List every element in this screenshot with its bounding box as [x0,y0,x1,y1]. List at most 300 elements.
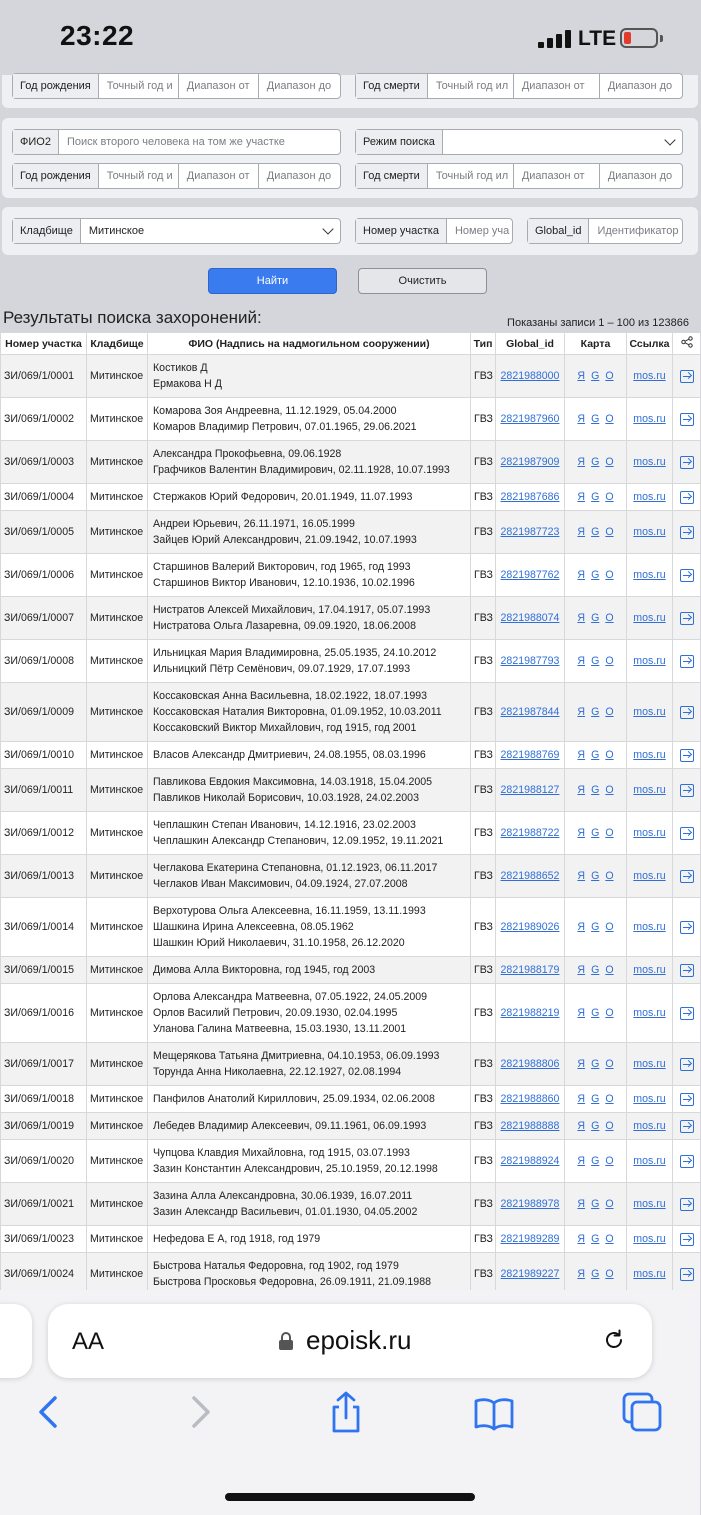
mos-ru-link[interactable]: mos.ru [633,706,666,718]
map-links-cell [565,769,627,812]
burial-type: ГВЗ [471,898,496,957]
google-map-link[interactable]: G [591,1198,600,1210]
find-button[interactable]: Найти [208,268,337,294]
table-row [1,511,701,554]
cemetery-name: Митинское [87,855,148,898]
google-map-link[interactable]: G [591,1007,600,1019]
birth-year-to-input-2[interactable]: Диапазон до [266,170,332,182]
osm-map-link[interactable]: О [605,706,614,718]
osm-map-link[interactable]: О [605,526,614,538]
google-map-link[interactable]: G [591,1120,600,1132]
clear-button[interactable]: Очистить [358,268,487,294]
osm-map-link[interactable]: О [605,1058,614,1070]
open-record-cell [673,1183,701,1226]
open-record-cell [673,398,701,441]
global-id-link[interactable]: 2821988860 [500,1093,560,1105]
mos-ru-link[interactable]: mos.ru [633,964,666,976]
global-id-link[interactable]: 2821987960 [500,413,560,425]
google-map-link[interactable]: G [591,706,600,718]
open-record-cell [673,742,701,769]
previous-tab-card[interactable] [0,1304,32,1378]
google-map-link[interactable]: G [591,1093,600,1105]
google-map-link[interactable]: G [591,1155,600,1167]
col-header-global-id: Global_id [496,333,565,355]
fio2-input[interactable]: Поиск второго человека на том же участке [66,136,285,148]
open-record-cell [673,597,701,640]
open-record-icon[interactable] [680,1007,694,1020]
yandex-map-link[interactable]: Я [577,749,586,761]
yandex-map-link[interactable]: Я [577,413,586,425]
google-map-link[interactable]: G [591,569,600,581]
birth-year-to-input[interactable]: Диапазон до [266,80,332,92]
osm-map-link[interactable]: О [605,1007,614,1019]
google-map-link[interactable]: G [591,413,600,425]
burial-type: ГВЗ [471,597,496,640]
mos-ru-link[interactable]: mos.ru [633,1268,666,1280]
mos-ru-link[interactable]: mos.ru [633,784,666,796]
birth-year-from-input[interactable]: Диапазон от [179,74,259,98]
mos-ru-link[interactable]: mos.ru [633,526,666,538]
mos-ru-link[interactable]: mos.ru [633,827,666,839]
global-id-link[interactable]: 2821988924 [500,1155,560,1167]
yandex-map-link[interactable]: Я [577,1120,586,1132]
google-map-link[interactable]: G [591,749,600,761]
birth-year-from-input-2[interactable]: Диапазон от [179,164,259,188]
external-link-cell [627,398,673,441]
osm-map-link[interactable]: О [605,921,614,933]
mos-ru-link[interactable]: mos.ru [633,1155,666,1167]
yandex-map-link[interactable]: Я [577,964,586,976]
google-map-link[interactable]: G [591,1268,600,1280]
birth-year-exact-input-2[interactable]: Точный год и [99,164,179,188]
global-id-cell [496,1043,565,1086]
external-link-cell [627,1183,673,1226]
map-links-cell [565,1043,627,1086]
map-links-cell [565,441,627,484]
cemetery-name: Митинское [87,355,148,398]
global-id-link[interactable]: 2821987793 [500,655,560,667]
mos-ru-link[interactable]: mos.ru [633,1007,666,1019]
google-map-link[interactable]: G [591,612,600,624]
cemetery-name: Митинское [87,597,148,640]
yandex-map-link[interactable]: Я [577,1268,586,1280]
cemetery-name: Митинское [87,984,148,1043]
cemetery-value: Митинское [88,225,145,237]
map-links-cell [565,1086,627,1113]
mos-ru-link[interactable]: mos.ru [633,569,666,581]
battery-icon [620,28,658,48]
open-record-icon[interactable] [680,827,694,840]
google-map-link[interactable]: G [591,491,600,503]
yandex-map-link[interactable]: Я [577,1007,586,1019]
forward-icon[interactable] [178,1390,222,1434]
open-record-icon[interactable] [680,569,694,582]
table-header-row [1,333,701,355]
open-record-icon[interactable] [680,706,694,719]
fio-line: Чеглаков Иван Максимович, 04.09.1924, 27.07.2008 [153,878,408,890]
open-record-icon[interactable] [680,749,694,762]
plot-number: ЗИ/069/1/0006 [1,554,87,597]
map-links-cell [565,683,627,742]
yandex-map-link[interactable]: Я [577,655,586,667]
global-id-cell [496,1113,565,1140]
fio-line: Быстрова Просковья Федоровна, 26.09.1911, 21.09.1988 [153,1276,431,1288]
cemetery-name: Митинское [87,484,148,511]
global-id-link[interactable]: 2821987909 [500,456,560,468]
google-map-link[interactable]: G [591,870,600,882]
cemetery-select[interactable] [81,219,340,243]
global-id-cell [496,441,565,484]
open-record-cell [673,484,701,511]
yandex-map-link[interactable]: Я [577,921,586,933]
yandex-map-link[interactable]: Я [577,612,586,624]
table-row [1,1140,701,1183]
google-map-link[interactable]: G [591,964,600,976]
address-bar[interactable] [48,1304,652,1378]
fio-line: Зазин Константин Александрович, 25.10.1959, 20.12.1998 [153,1163,438,1175]
plot-number: ЗИ/069/1/0001 [1,355,87,398]
yandex-map-link[interactable]: Я [577,370,586,382]
external-link-cell [627,1113,673,1140]
external-link-cell [627,1226,673,1253]
external-link-cell [627,597,673,640]
osm-map-link[interactable]: О [605,1198,614,1210]
osm-map-link[interactable]: О [605,1120,614,1132]
burial-type: ГВЗ [471,1183,496,1226]
death-year-to-input-2[interactable]: Диапазон до [607,170,673,182]
fio-cell [148,855,471,898]
birth-year-exact-input[interactable]: Точный год и [99,74,179,98]
burial-type: ГВЗ [471,640,496,683]
external-link-cell [627,812,673,855]
death-year-from-input-2[interactable]: Диапазон от [514,164,600,188]
fio-line: Нефедова Е А, год 1918, год 1979 [153,1233,321,1245]
plot-number: ЗИ/069/1/0003 [1,441,87,484]
death-year-from-input[interactable]: Диапазон от [514,74,600,98]
cemetery-name: Митинское [87,1086,148,1113]
global-id-link[interactable]: 2821988978 [500,1198,560,1210]
open-record-cell [673,355,701,398]
plot-number: ЗИ/069/1/0014 [1,898,87,957]
burial-type: ГВЗ [471,1226,496,1253]
open-record-icon[interactable] [680,1233,694,1246]
cemetery-name: Митинское [87,554,148,597]
global-id-link[interactable]: 2821988219 [500,1007,560,1019]
osm-map-link[interactable]: О [605,827,614,839]
external-link-cell [627,984,673,1043]
global-id-link[interactable]: 2821988074 [500,612,560,624]
map-links-cell [565,355,627,398]
burial-type: ГВЗ [471,1113,496,1140]
osm-map-link[interactable]: О [605,749,614,761]
mos-ru-link[interactable]: mos.ru [633,921,666,933]
global-id-link[interactable]: 2821987723 [500,526,560,538]
osm-map-link[interactable]: О [605,456,614,468]
open-record-icon[interactable] [680,964,694,977]
mos-ru-link[interactable]: mos.ru [633,370,666,382]
global-id-input[interactable]: Идентификатор [597,225,679,237]
fio-line: Нистратов Алексей Михайлович, 17.04.1917, 05.07.1993 [153,604,431,616]
fio-line: Чеплашкин Александр Степанович, 12.09.1952, 19.11.2021 [153,835,444,847]
col-header-fio: ФИО (Надпись на надмогильном сооружении) [148,333,471,355]
lock-icon [279,1332,293,1350]
open-record-icon[interactable] [680,870,694,883]
fio-line: Власов Александр Дмитриевич, 24.08.1955, 08.03.1996 [153,749,426,761]
fio-cell [148,683,471,742]
burial-type: ГВЗ [471,398,496,441]
open-record-icon[interactable] [680,456,694,469]
plot-number: ЗИ/069/1/0002 [1,398,87,441]
global-id-link[interactable]: 2821988000 [500,370,560,382]
cemetery-group [12,218,341,244]
open-record-icon[interactable] [680,1120,694,1133]
open-record-icon[interactable] [680,370,694,383]
open-record-icon[interactable] [680,655,694,668]
global-id-cell [496,683,565,742]
share-icon[interactable] [673,333,701,355]
global-id-link[interactable]: 2821988652 [500,870,560,882]
yandex-map-link[interactable]: Я [577,1058,586,1070]
results-title: Результаты поиска захоронений: [3,308,262,327]
table-row [1,855,701,898]
google-map-link[interactable]: G [591,1233,600,1245]
share-sheet-icon[interactable] [324,1390,368,1434]
osm-map-link[interactable]: О [605,1093,614,1105]
yandex-map-link[interactable]: Я [577,526,586,538]
burial-type: ГВЗ [471,812,496,855]
open-record-icon[interactable] [680,1058,694,1071]
open-record-cell [673,1086,701,1113]
yandex-map-link[interactable]: Я [577,491,586,503]
mos-ru-link[interactable]: mos.ru [633,413,666,425]
chevron-down-icon [322,223,333,234]
global-id-cell [496,957,565,984]
global-id-link[interactable]: 2821988769 [500,749,560,761]
osm-map-link[interactable]: О [605,370,614,382]
fio-cell [148,484,471,511]
burial-type: ГВЗ [471,554,496,597]
yandex-map-link[interactable]: Я [577,1093,586,1105]
external-link-cell [627,769,673,812]
osm-map-link[interactable]: О [605,1233,614,1245]
google-map-link[interactable]: G [591,655,600,667]
plot-input[interactable]: Номер уча [454,225,510,237]
fio-line: Зазин Александр Васильевич, 01.01.1930, 04.05.2002 [153,1206,418,1218]
mos-ru-link[interactable]: mos.ru [633,1233,666,1245]
osm-map-link[interactable]: О [605,612,614,624]
plot-number: ЗИ/069/1/0007 [1,597,87,640]
osm-map-link[interactable]: О [605,870,614,882]
google-map-link[interactable]: G [591,921,600,933]
cemetery-name: Митинское [87,398,148,441]
open-record-icon[interactable] [680,612,694,625]
google-map-link[interactable]: G [591,827,600,839]
map-links-cell [565,1113,627,1140]
burial-type: ГВЗ [471,769,496,812]
bookmarks-icon[interactable] [472,1390,516,1434]
mos-ru-link[interactable]: mos.ru [633,1120,666,1132]
open-record-icon[interactable] [680,491,694,504]
cemetery-name: Митинское [87,683,148,742]
google-map-link[interactable]: G [591,456,600,468]
burial-type: ГВЗ [471,957,496,984]
map-links-cell [565,1183,627,1226]
osm-map-link[interactable]: О [605,964,614,976]
global-id-cell [496,597,565,640]
fio-cell [148,1043,471,1086]
global-id-link[interactable]: 2821988888 [500,1120,560,1132]
death-year-exact-input-2[interactable]: Точный год ил [428,164,514,188]
cemetery-name: Митинское [87,1183,148,1226]
search-mode-select[interactable] [443,130,682,154]
google-map-link[interactable]: G [591,370,600,382]
burial-type: ГВЗ [471,855,496,898]
open-record-icon[interactable] [680,1155,694,1168]
yandex-map-link[interactable]: Я [577,784,586,796]
table-row [1,398,701,441]
yandex-map-link[interactable]: Я [577,1155,586,1167]
global-id-link[interactable]: 2821989289 [500,1233,560,1245]
table-row [1,1226,701,1253]
open-record-icon[interactable] [680,413,694,426]
external-link-cell [627,742,673,769]
open-record-icon[interactable] [680,1268,694,1281]
open-record-icon[interactable] [680,921,694,934]
death-year-label-2: Год смерти [356,164,428,188]
plot-number: ЗИ/069/1/0019 [1,1113,87,1140]
global-id-group [527,218,683,244]
plot-number: ЗИ/069/1/0023 [1,1226,87,1253]
back-icon[interactable] [27,1390,71,1434]
mos-ru-link[interactable]: mos.ru [633,456,666,468]
cemetery-name: Митинское [87,1140,148,1183]
cemetery-name: Митинское [87,640,148,683]
yandex-map-link[interactable]: Я [577,827,586,839]
osm-map-link[interactable]: О [605,413,614,425]
plot-number: ЗИ/069/1/0012 [1,812,87,855]
text-size-button[interactable] [72,1328,104,1356]
google-map-link[interactable]: G [591,526,600,538]
osm-map-link[interactable]: О [605,1155,614,1167]
plot-label: Номер участка [356,219,447,243]
yandex-map-link[interactable]: Я [577,1233,586,1245]
filter-panel-second-person [2,118,698,198]
global-id-link[interactable]: 2821988179 [500,964,560,976]
fio-cell [148,812,471,855]
open-record-cell [673,984,701,1043]
birth-year-label: Год рождения [13,74,99,98]
plot-number: ЗИ/069/1/0021 [1,1183,87,1226]
fio2-group [12,129,341,155]
burial-type: ГВЗ [471,1140,496,1183]
global-id-cell [496,355,565,398]
death-year-exact-input[interactable]: Точный год ил [428,74,514,98]
osm-map-link[interactable]: О [605,655,614,667]
osm-map-link[interactable]: О [605,569,614,581]
mos-ru-link[interactable]: mos.ru [633,491,666,503]
chevron-down-icon [664,134,675,145]
plot-number: ЗИ/069/1/0008 [1,640,87,683]
burial-type: ГВЗ [471,742,496,769]
filter-panel-primary [2,75,698,108]
cemetery-name: Митинское [87,742,148,769]
osm-map-link[interactable]: О [605,1268,614,1280]
fio-cell [148,769,471,812]
mos-ru-link[interactable]: mos.ru [633,655,666,667]
map-links-cell [565,812,627,855]
fio2-label: ФИО2 [13,130,59,154]
fio-line: Верхотурова Ольга Алексеевна, 16.11.1959, 13.11.1993 [153,905,426,917]
google-map-link[interactable]: G [591,1058,600,1070]
global-id-link[interactable]: 2821988722 [500,827,560,839]
open-record-icon[interactable] [680,784,694,797]
map-links-cell [565,1226,627,1253]
fio-cell [148,984,471,1043]
col-header-type: Тип [471,333,496,355]
yandex-map-link[interactable]: Я [577,569,586,581]
global-id-link[interactable]: 2821988806 [500,1058,560,1070]
global-id-link[interactable]: 2821988127 [500,784,560,796]
table-row [1,597,701,640]
yandex-map-link[interactable]: Я [577,1198,586,1210]
cemetery-name: Митинское [87,1043,148,1086]
results-table [0,332,701,1339]
mos-ru-link[interactable]: mos.ru [633,1093,666,1105]
global-id-link[interactable]: 2821987844 [500,706,560,718]
mos-ru-link[interactable]: mos.ru [633,1198,666,1210]
burial-type: ГВЗ [471,484,496,511]
global-id-link[interactable]: 2821989227 [500,1268,560,1280]
mos-ru-link[interactable]: mos.ru [633,1058,666,1070]
global-id-cell [496,640,565,683]
google-map-link[interactable]: G [591,784,600,796]
global-id-link[interactable]: 2821987762 [500,569,560,581]
map-links-cell [565,484,627,511]
osm-map-link[interactable]: О [605,784,614,796]
fio-line: Чеглакова Екатерина Степановна, 01.12.1923, 06.11.2017 [153,862,438,874]
yandex-map-link[interactable]: Я [577,706,586,718]
osm-map-link[interactable]: О [605,491,614,503]
fio-line: Шашкин Юрий Николаевич, 31.10.1958, 26.12.2020 [153,937,405,949]
plot-number: ЗИ/069/1/0009 [1,683,87,742]
map-links-cell [565,597,627,640]
reload-icon[interactable] [602,1328,626,1352]
tabs-icon[interactable] [620,1390,664,1434]
mos-ru-link[interactable]: mos.ru [633,749,666,761]
open-record-cell [673,683,701,742]
map-links-cell [565,855,627,898]
birth-year-label-2: Год рождения [13,164,99,188]
fio-line: Коссаковский Виктор Михайлович, год 1915, год 2001 [153,722,417,734]
open-record-cell [673,1140,701,1183]
open-record-icon[interactable] [680,1093,694,1106]
yandex-map-link[interactable]: Я [577,456,586,468]
cemetery-name: Митинское [87,769,148,812]
global-id-link[interactable]: 2821987686 [500,491,560,503]
url-text[interactable]: epoisk.ru [306,1325,412,1355]
external-link-cell [627,1140,673,1183]
mos-ru-link[interactable]: mos.ru [633,870,666,882]
mos-ru-link[interactable]: mos.ru [633,612,666,624]
open-record-icon[interactable] [680,526,694,539]
global-id-link[interactable]: 2821989026 [500,921,560,933]
yandex-map-link[interactable]: Я [577,870,586,882]
col-header-link: Ссылка [627,333,673,355]
open-record-icon[interactable] [680,1198,694,1211]
table-row [1,898,701,957]
death-year-to-input[interactable]: Диапазон до [607,80,673,92]
browser-toolbar [0,1290,700,1515]
